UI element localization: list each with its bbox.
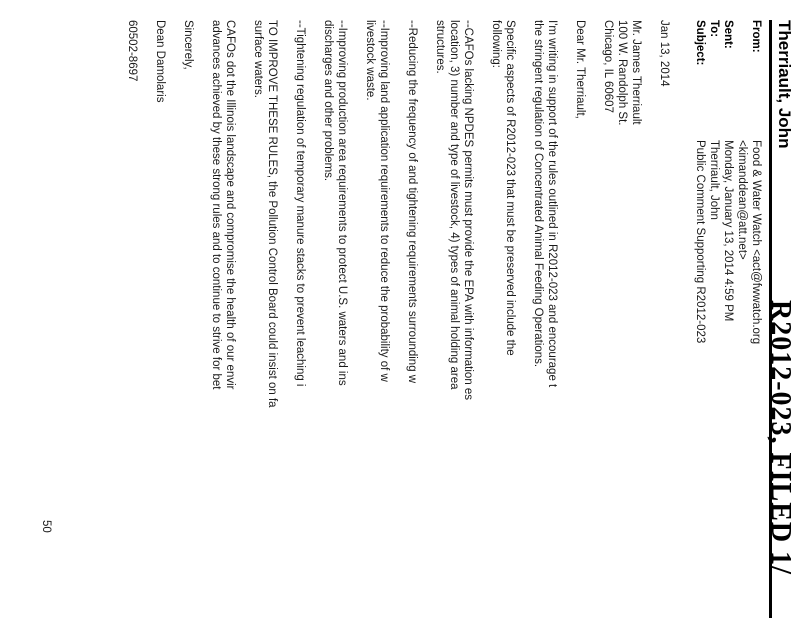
sender-name: Therriault, John	[769, 20, 794, 618]
signer-zip: 60502-8697	[126, 20, 138, 82]
bullet-line: structures.	[434, 20, 446, 74]
salutation: Dear Mr. Therriault,	[574, 20, 586, 119]
subject-label: Subject:	[694, 20, 706, 66]
closing-line: CAFOs dot the Illinois landscape and compromise the health of our envir	[224, 20, 236, 390]
from-label: From:	[750, 20, 762, 53]
signer-name: Dean Damolaris	[154, 20, 166, 103]
bullet-line: --Reducing the frequency of and tightening requirements surrounding w	[406, 20, 418, 384]
subject-value: Public Comment Supporting R2012-023	[694, 140, 706, 344]
bullet-line: --CAFOs lacking NPDES permits must provide the EPA with information es	[462, 20, 474, 401]
bullet-line: --Tightening regulation of temporary manure stacks to prevent leaching i	[294, 20, 306, 387]
bullet-line: livestock waste.	[364, 20, 376, 101]
bullet-line: location, 3) number and type of livestock, 4) types of animal holding area	[448, 20, 460, 390]
to-label: To:	[708, 20, 720, 38]
improve-line: TO IMPROVE THESE RULES, the Pollution Control Board could insist on fa	[266, 20, 278, 408]
closing-line: advances achieved by these strong rules and to continue to strive for bet	[210, 20, 222, 390]
address-line: Mr. James Therriault	[630, 20, 642, 125]
letter-date: Jan 13, 2014	[658, 20, 670, 87]
bullet-line: --Improving land application requirements to reduce the probability of w	[378, 20, 390, 382]
bullet-line: discharges and other problems.	[322, 20, 334, 182]
aspects-line: following:	[490, 20, 502, 68]
from-value: Food & Water Watch <act@fwwatch.org	[750, 140, 762, 345]
filing-stamp: R2012-023, FILED 1/	[765, 300, 796, 575]
to-value: Therriault, John	[708, 140, 720, 220]
sent-value: Monday, January 13, 2014 4:59 PM	[722, 140, 734, 322]
improve-line: surface waters.	[252, 20, 264, 98]
aspects-line: Specific aspects of R2012-023 that must be preserved include the	[504, 20, 516, 356]
address-line: Chicago, IL 60607	[602, 20, 614, 113]
intro-line: I'm writing in support of the rules outlined in R2012-023 and encourage t	[546, 20, 558, 388]
page-number: 50	[40, 520, 52, 533]
from-email: <kimanddean@att.net>	[736, 140, 748, 260]
sent-label: Sent:	[722, 20, 734, 49]
address-line: 100 W. Randolph St.	[616, 20, 628, 126]
intro-line: the stringent regulation of Concentrated Animal Feeding Operations.	[532, 20, 544, 368]
sign-off: Sincerely,	[182, 20, 194, 70]
bullet-line: --Improving production area requirements to protect U.S. waters and ins	[336, 20, 348, 386]
